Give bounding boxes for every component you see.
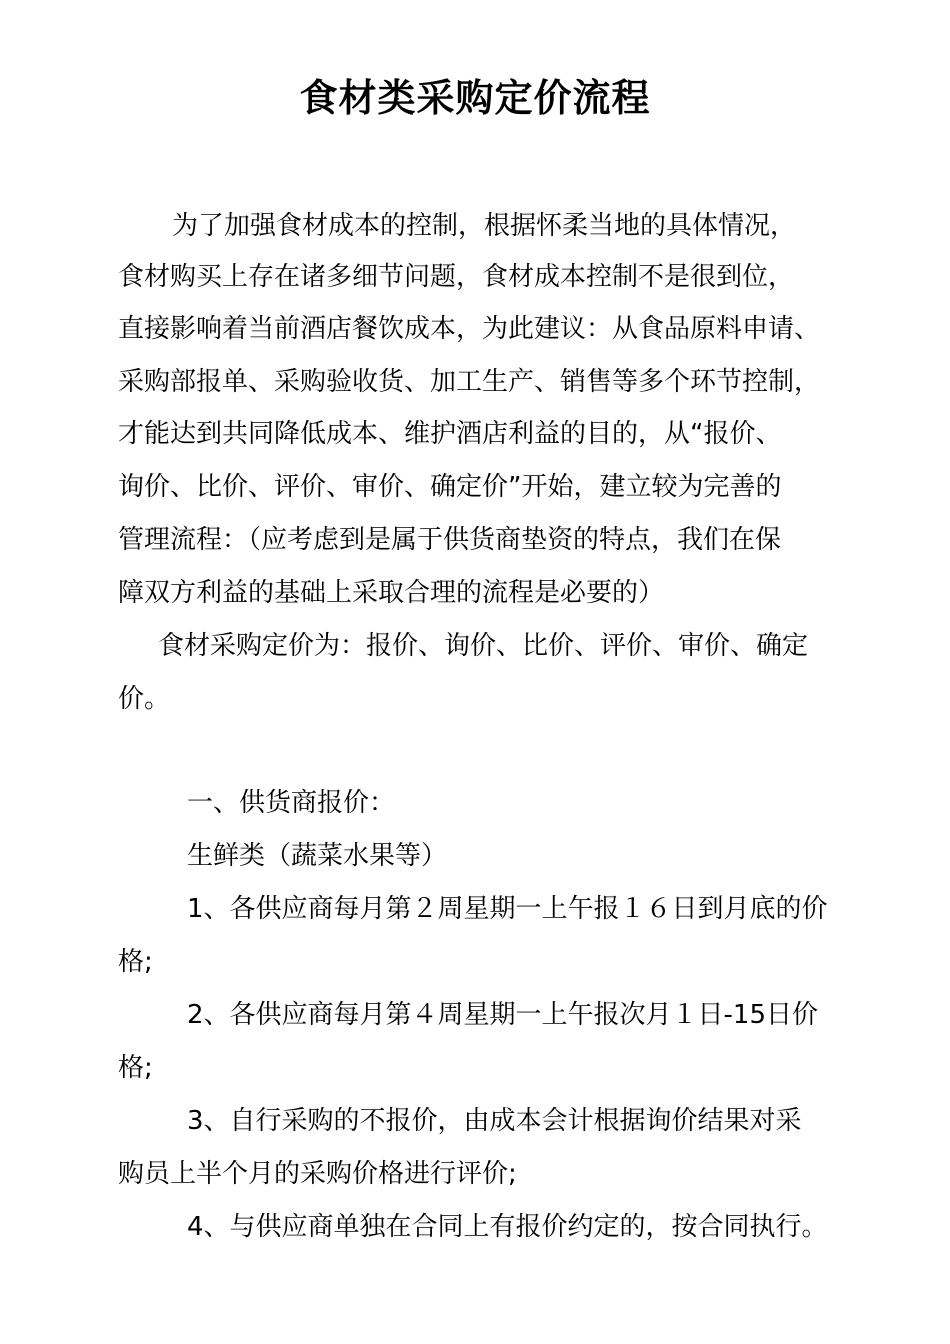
section-heading: 一、供货商报价： <box>187 788 396 818</box>
list-item-continuation: 购员上半个月的采购价格进行评价; <box>118 1159 517 1189</box>
list-item: 2、各供应商每月第４周星期一上午报次月１日-15日价 <box>187 1000 819 1030</box>
intro-line: 询价、比价、评价、审价、确定价”开始，建立较为完善的 <box>118 472 782 502</box>
list-item: 3、自行采购的不报价，由成本会计根据询价结果对采 <box>187 1106 802 1136</box>
intro-line: 直接影响着当前酒店餐饮成本，为此建议：从食品原料申请、 <box>118 314 821 344</box>
document-title: 食材类采购定价流程 <box>299 76 651 120</box>
intro-line: 食材购买上存在诸多细节问题，食材成本控制不是很到位， <box>118 262 795 292</box>
intro-line: 采购部报单、采购验收货、加工生产、销售等多个环节控制， <box>118 367 821 397</box>
section-subheading: 生鲜类（蔬菜水果等） <box>187 841 448 871</box>
intro-line: 障双方利益的基础上采取合理的流程是必要的） <box>118 578 665 608</box>
intro-line: 管理流程：（应考虑到是属于供货商垫资的特点，我们在保 <box>118 525 782 555</box>
intro-line: 才能达到共同降低成本、维护酒店利益的目的，从“报价、 <box>118 419 782 449</box>
list-item: 4、与供应商单独在合同上有报价约定的，按合同执行。 <box>187 1212 828 1242</box>
list-item-continuation: 格; <box>118 947 153 977</box>
list-item: 1、各供应商每月第２周星期一上午报１６日到月底的价 <box>187 894 828 924</box>
summary-line: 食材采购定价为：报价、询价、比价、评价、审价、确定 <box>158 631 809 661</box>
summary-line: 价。 <box>118 684 171 714</box>
list-item-continuation: 格; <box>118 1053 153 1083</box>
intro-line: 为了加强食材成本的控制，根据怀柔当地的具体情况， <box>172 211 797 241</box>
